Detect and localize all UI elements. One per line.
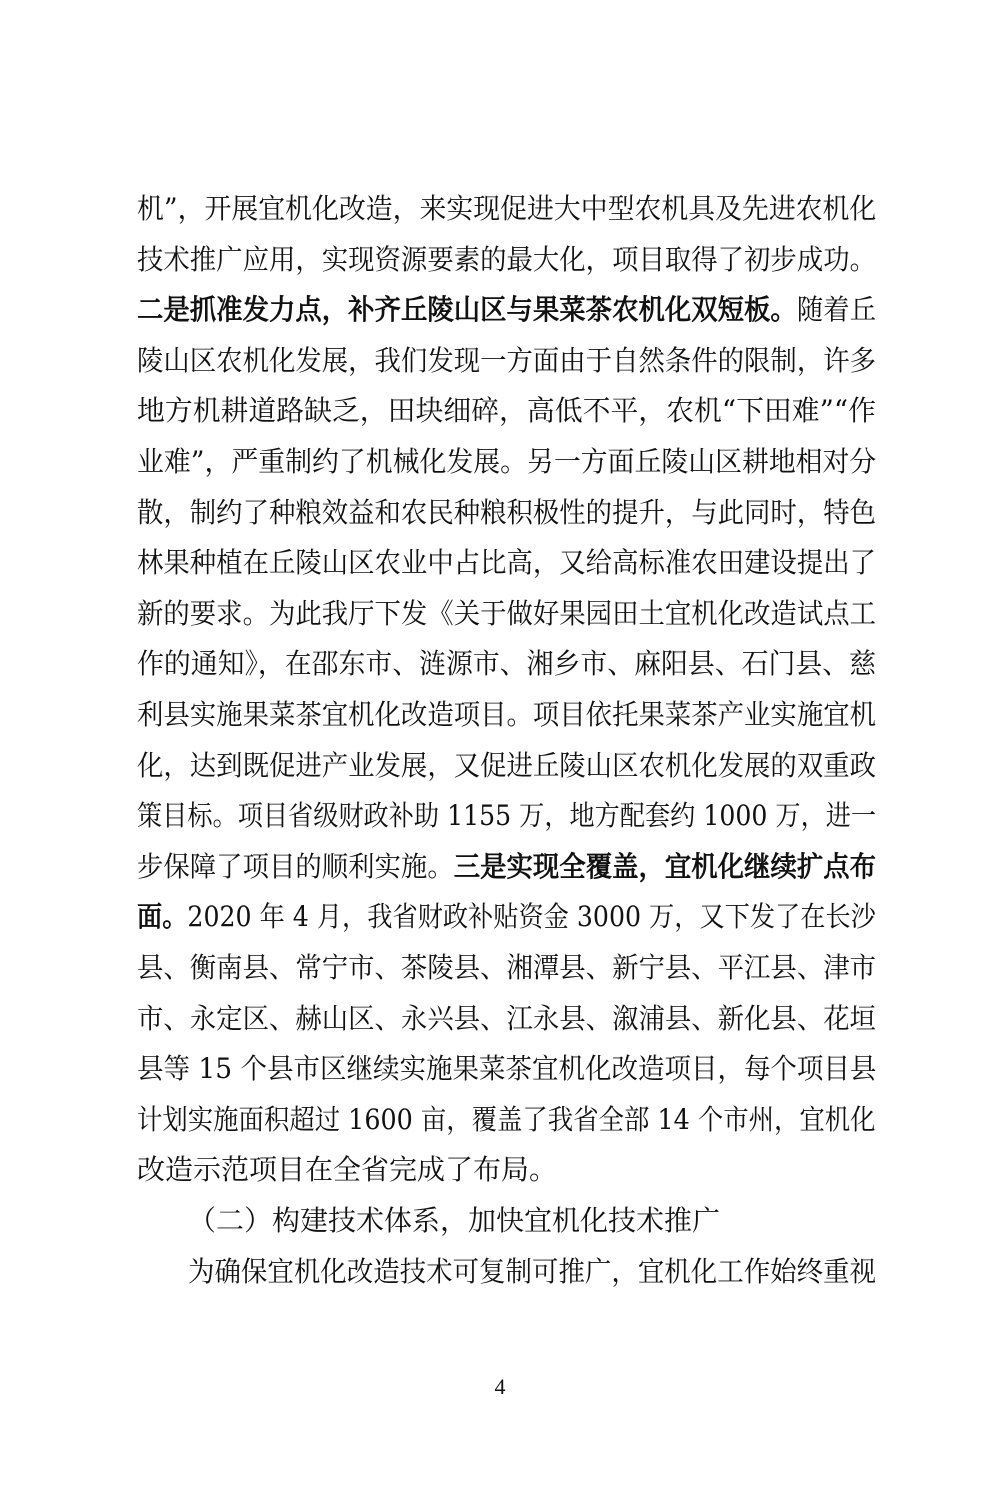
paragraph-line <box>137 641 876 687</box>
paragraph-line-indented <box>188 1198 720 1244</box>
paragraph-line <box>137 186 876 232</box>
paragraph-line <box>137 894 876 940</box>
text-segment: 技术推广应用，实现资源要素的最大化，项目取得了初步成功。 <box>137 242 877 276</box>
text-segment: （二）构建技术体系，加快宜机化技术推广 <box>188 1204 721 1237</box>
text-segment: 计划实施面积超过 1600 亩，覆盖了我省全部 14 个市州，宜机化 <box>137 1102 876 1136</box>
paragraph-line <box>137 945 876 991</box>
bold-text-segment: 面。 <box>137 900 188 934</box>
text-segment: 县、衡南县、常宁市、茶陵县、湘潭县、新宁县、平江县、津市 <box>137 951 877 984</box>
paragraph-line <box>137 692 876 738</box>
paragraph-line <box>137 591 876 637</box>
paragraph-line <box>137 1046 876 1092</box>
paragraph-line <box>137 338 876 384</box>
text-segment: 策目标。项目省级财政补助 1155 万，地方配套约 1000 万，进一 <box>137 799 877 833</box>
paragraph-line <box>137 237 876 283</box>
paragraph-line-indented <box>188 1249 876 1295</box>
paragraph-line <box>137 540 876 586</box>
bold-text-segment: 三是实现全覆盖，宜机化继续扩点布 <box>453 849 877 883</box>
paragraph-line <box>137 743 876 789</box>
text-segment: 陵山区农机化发展，我们发现一方面由于自然条件的限制，许多 <box>137 343 877 377</box>
text-segment: 为确保宜机化改造技术可复制可推广，宜机化工作始终重视 <box>188 1254 877 1288</box>
paragraph-line <box>137 793 876 839</box>
text-segment: 随着丘 <box>796 293 877 327</box>
bold-text-segment: 二是抓准发力点，补齐丘陵山区与果菜茶农机化双短板。 <box>137 293 797 327</box>
paragraph-line <box>137 439 876 485</box>
text-segment: 化，达到既促进产业发展，又促进丘陵山区农机化发展的双重政 <box>137 748 877 782</box>
paragraph-line <box>137 1147 557 1193</box>
paragraph-line <box>137 388 876 434</box>
paragraph-line <box>137 844 876 890</box>
text-segment: 县等 15 个县市区继续实施果菜茶宜机化改造项目，每个项目县 <box>137 1052 877 1086</box>
paragraph-line <box>137 287 876 333</box>
text-segment: 林果种植在丘陵山区农业中占比高，又给高标准农田建设提出了 <box>137 546 877 580</box>
text-segment: 作的通知》，在邵东市、涟源市、湘乡市、麻阳县、石门县、慈 <box>137 647 877 681</box>
page-number: 4 <box>494 1374 506 1399</box>
paragraph-line <box>137 1097 876 1143</box>
text-segment: 新的要求。为此我厅下发《关于做好果园田土宜机化改造试点工 <box>137 596 877 630</box>
paragraph-line <box>137 996 876 1042</box>
text-segment: 2020 年 4 月，我省财政补贴资金 3000 万，又下发了在长沙 <box>187 900 876 934</box>
text-segment: 机”，开展宜机化改造，来实现促进大中型农机具及先进农机化 <box>137 192 877 225</box>
text-segment: 步保障了项目的顺利实施。 <box>137 849 454 883</box>
text-segment: 利县实施果菜茶宜机化改造项目。项目依托果菜茶产业实施宜机 <box>137 698 877 731</box>
paragraph-line <box>137 490 876 536</box>
text-segment: 改造示范项目在全省完成了布局。 <box>137 1153 558 1187</box>
text-segment: 散，制约了种粮效益和农民种粮积极性的提升，与此同时，特色 <box>137 495 877 529</box>
text-segment: 市、永定区、赫山区、永兴县、江永县、溆浦县、新化县、花垣 <box>137 1001 877 1035</box>
text-segment: 地方机耕道路缺乏，田块细碎，高低不平，农机“下田难”“作 <box>137 394 876 428</box>
text-segment: 业难”，严重制约了机械化发展。另一方面丘陵山区耕地相对分 <box>137 445 877 478</box>
